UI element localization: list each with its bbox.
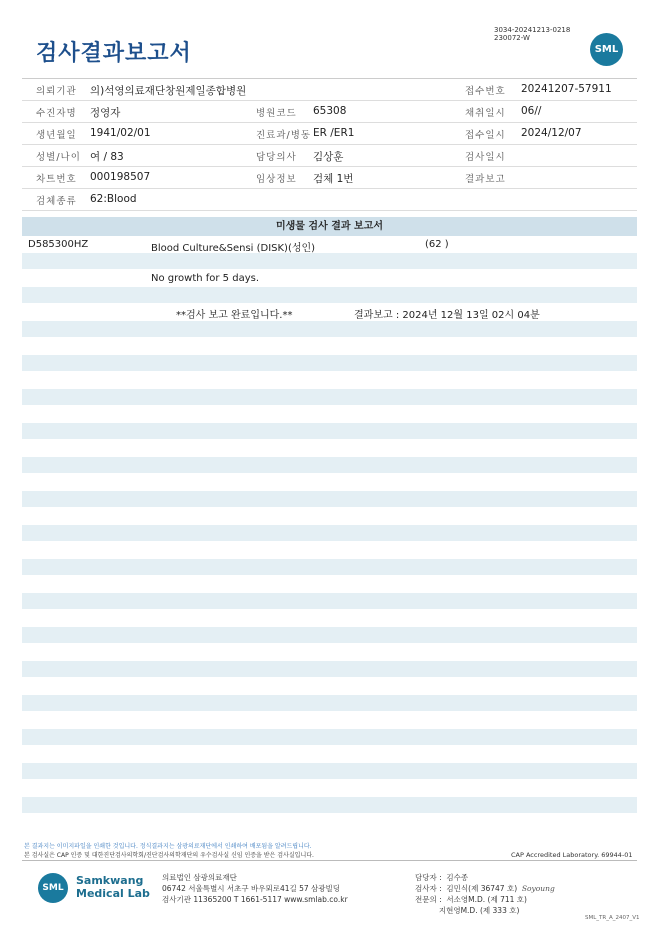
image-notice: 본 결과지는 이미지파일을 인쇄한 것입니다. 정식결과지는 삼광의료재단에서 인쇄하여 배포됨을 알려드립니다. xyxy=(24,843,312,850)
row-stripe xyxy=(22,627,637,643)
specimen-number: (62 ) xyxy=(425,239,449,250)
staff-list xyxy=(415,872,555,916)
section-title: 미생물 검사 결과 보고서 xyxy=(22,217,637,236)
staff-line2 xyxy=(415,883,555,894)
cap-accreditation: CAP Accredited Laboratory. 69944-01 xyxy=(511,851,633,859)
report-code-line1: 3034-20241213-0218 xyxy=(494,26,571,34)
info-l1: 수진자명 xyxy=(36,108,77,119)
info-l2: 진료과/병동 xyxy=(256,130,312,141)
info-l3: 채취일시 xyxy=(465,108,506,119)
staff-line3: 전문의 : 서소영M.D. (제 711 호) xyxy=(415,895,527,904)
info-v2: 검체 1번 xyxy=(313,173,354,185)
lab-address-line2: 06742 서울특별시 서초구 바우뫼로41길 57 삼광빌딩 xyxy=(162,884,341,893)
report-code-line2: 230072-W xyxy=(494,34,530,42)
staff-line2-text: 검사자 : 김민식(제 36747 호) xyxy=(415,884,518,893)
info-l3: 결과보고 xyxy=(465,174,506,185)
row-stripe xyxy=(22,253,637,269)
test-finding: No growth for 5 days. xyxy=(151,273,260,284)
info-v2: ER /ER1 xyxy=(313,127,355,139)
info-l1: 생년월일 xyxy=(36,130,77,141)
info-row xyxy=(22,167,637,189)
row-stripe xyxy=(22,797,637,813)
row-stripe xyxy=(22,457,637,473)
cap-notice: 본 검사실은 CAP 인증 및 대한진단검사의학회/진단검사의학재단의 우수검사실 신임 인증을 받은 검사실입니다. xyxy=(24,852,314,859)
report-complete: **검사 보고 완료입니다.** xyxy=(176,310,293,321)
lab-name-line1: Samkwang xyxy=(76,874,144,887)
lab-name-line2: Medical Lab xyxy=(76,887,150,900)
info-v1: 정영자 xyxy=(90,107,121,119)
report-code xyxy=(494,26,570,42)
info-l3: 접수번호 xyxy=(465,86,506,97)
row-stripe xyxy=(22,423,637,439)
info-v1: 000198507 xyxy=(90,171,151,183)
row-stripe xyxy=(22,559,637,575)
test-name: Blood Culture&Sensi (DISK)(성인) xyxy=(151,243,316,254)
info-v1: 여 / 83 xyxy=(90,151,124,163)
info-l1: 성별/나이 xyxy=(36,152,81,163)
row-stripe xyxy=(22,661,637,677)
info-l2: 병원코드 xyxy=(256,108,297,119)
page-title: 검사결과보고서 xyxy=(36,41,192,66)
info-l1: 검체종류 xyxy=(36,196,77,207)
info-l2: 담당의사 xyxy=(256,152,297,163)
info-l2: 임상정보 xyxy=(256,174,297,185)
info-row xyxy=(22,145,637,167)
row-stripe xyxy=(22,389,637,405)
test-code: D585300HZ xyxy=(28,239,89,250)
footer-divider xyxy=(22,860,637,861)
info-row xyxy=(22,78,637,101)
lab-address xyxy=(162,872,348,905)
sml-logo-icon: SML xyxy=(590,33,623,66)
row-stripe xyxy=(22,763,637,779)
info-row xyxy=(22,123,637,145)
info-row xyxy=(22,189,637,211)
info-l1: 차트번호 xyxy=(36,174,77,185)
row-stripe xyxy=(22,593,637,609)
staff-line1: 담당자 : 김수종 xyxy=(415,873,469,882)
info-l3: 접수일시 xyxy=(465,130,506,141)
signature: Soyoung xyxy=(521,884,555,893)
info-l3: 검사일시 xyxy=(465,152,506,163)
patient-info-table xyxy=(22,78,637,211)
row-stripe xyxy=(22,355,637,371)
sml-footer-logo-icon: SML xyxy=(38,873,68,903)
info-l1: 의뢰기관 xyxy=(36,86,77,97)
row-stripe xyxy=(22,695,637,711)
lab-address-line1: 의료법인 삼광의료재단 xyxy=(162,873,237,882)
info-v1: 1941/02/01 xyxy=(90,127,151,139)
info-v3: 2024/12/07 xyxy=(521,127,582,139)
info-v3: 20241207-57911 xyxy=(521,83,612,95)
info-v1: 62:Blood xyxy=(90,193,137,205)
lab-address-line3: 검사기관 11365200 T 1661-5117 www.smlab.co.kr xyxy=(162,895,348,904)
info-row xyxy=(22,101,637,123)
row-stripe xyxy=(22,729,637,745)
report-time: 결과보고 : 2024년 12월 13일 02시 04분 xyxy=(354,310,540,321)
lab-name xyxy=(76,874,150,900)
row-stripe xyxy=(22,321,637,337)
row-stripe xyxy=(22,287,637,303)
row-stripe xyxy=(22,491,637,507)
form-number: SML_TR_A_2407_V1 xyxy=(585,915,640,921)
info-v1: 의)석영의료재단창원제일종합병원 xyxy=(90,85,247,97)
info-v2: 65308 xyxy=(313,105,347,117)
row-stripe xyxy=(22,525,637,541)
staff-line4: 지현영M.D. (제 333 호) xyxy=(415,906,520,915)
info-v2: 김상훈 xyxy=(313,151,344,163)
info-v3: 06// xyxy=(521,105,542,117)
